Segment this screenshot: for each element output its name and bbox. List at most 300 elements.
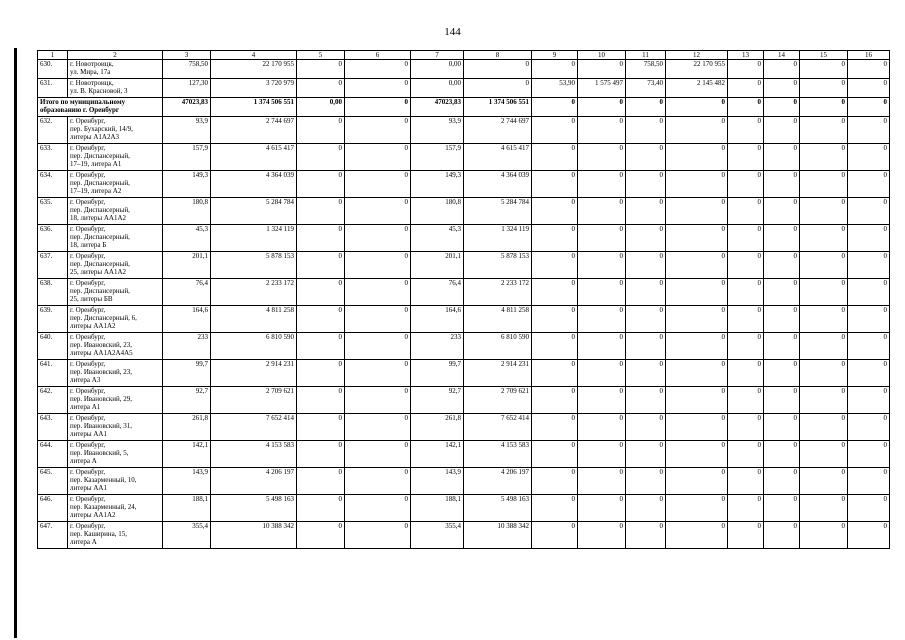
value-cell-c11: 758,50	[626, 60, 666, 79]
table-row	[38, 360, 890, 387]
value-cell-c6: 0	[345, 441, 411, 468]
table-row	[38, 279, 890, 306]
value-cell-c9: 0	[532, 225, 578, 252]
value-cell-c11: 0	[626, 333, 666, 360]
column-number-row	[38, 51, 890, 60]
value-cell-c16: 0	[848, 495, 890, 522]
value-cell-c16: 0	[848, 360, 890, 387]
address-line: г. Оренбург,	[70, 522, 106, 530]
value-cell-c5: 0	[297, 198, 345, 225]
column-number-cell: 11	[626, 51, 666, 60]
value-cell-c14: 0	[764, 441, 800, 468]
value-cell-c12: 0	[666, 360, 728, 387]
address-line: литеры АА1А2А4А5	[70, 349, 133, 357]
row-number-cell: 643.	[38, 414, 68, 441]
value-cell-c16: 0	[848, 387, 890, 414]
value-cell-c8: 5 284 784	[464, 198, 532, 225]
row-number-cell: 632.	[38, 117, 68, 144]
row-number-cell: 644.	[38, 441, 68, 468]
value-cell-c11: 0	[626, 252, 666, 279]
value-cell-c9: 0	[532, 252, 578, 279]
value-cell-c6: 0	[345, 387, 411, 414]
value-cell-c10: 0	[578, 98, 626, 117]
value-cell-c15: 0	[800, 117, 848, 144]
value-cell-c12: 0	[666, 387, 728, 414]
value-cell-c11: 0	[626, 144, 666, 171]
address-line: пер. Каширина, 15,	[70, 530, 128, 538]
address-line: 17–19, литера А1	[70, 160, 122, 168]
row-number-cell: 635.	[38, 198, 68, 225]
value-cell-c5: 0	[297, 360, 345, 387]
value-cell-c13: 0	[728, 414, 764, 441]
table-row	[38, 387, 890, 414]
value-cell-c10: 0	[578, 117, 626, 144]
value-cell-c7: 92,7	[411, 387, 464, 414]
column-number-cell: 16	[848, 51, 890, 60]
value-cell-c4: 10 388 342	[211, 522, 297, 549]
value-cell-c4: 22 170 955	[211, 60, 297, 79]
value-cell-c7: 142,1	[411, 441, 464, 468]
table-row	[38, 225, 890, 252]
row-number-cell: 646.	[38, 495, 68, 522]
value-cell-c8: 0	[464, 60, 532, 79]
value-cell-c11: 0	[626, 225, 666, 252]
column-number-cell: 12	[666, 51, 728, 60]
value-cell-c10: 0	[578, 522, 626, 549]
value-cell-c9: 0	[532, 495, 578, 522]
address-line: пер. Бухарский, 14/9,	[70, 125, 133, 133]
value-cell-c11: 0	[626, 360, 666, 387]
table-row	[38, 495, 890, 522]
value-cell-c15: 0	[800, 98, 848, 117]
address-cell	[68, 414, 163, 441]
column-number-cell: 15	[800, 51, 848, 60]
column-number-cell: 7	[411, 51, 464, 60]
address-line: пер. Ивановский, 5,	[70, 449, 129, 457]
value-cell-c11: 0	[626, 171, 666, 198]
value-cell-c7: 261,8	[411, 414, 464, 441]
value-cell-c6: 0	[345, 333, 411, 360]
address-line: г. Оренбург,	[70, 468, 106, 476]
value-cell-c14: 0	[764, 117, 800, 144]
value-cell-c13: 0	[728, 441, 764, 468]
address-cell	[68, 495, 163, 522]
row-number-cell: 634.	[38, 171, 68, 198]
table-row	[38, 414, 890, 441]
value-cell-c7: 99,7	[411, 360, 464, 387]
value-cell-c10: 0	[578, 198, 626, 225]
value-cell-c13: 0	[728, 144, 764, 171]
address-line: литеры А1А2А3	[70, 133, 120, 141]
row-number-cell: 645.	[38, 468, 68, 495]
value-cell-c4: 1 324 119	[211, 225, 297, 252]
row-number-cell: 647.	[38, 522, 68, 549]
value-cell-c8: 5 498 163	[464, 495, 532, 522]
row-number-cell: 638.	[38, 279, 68, 306]
value-cell-c8: 2 744 697	[464, 117, 532, 144]
value-cell-c3: 143,9	[163, 468, 211, 495]
address-cell	[68, 171, 163, 198]
address-cell	[68, 79, 163, 98]
value-cell-c15: 0	[800, 225, 848, 252]
value-cell-c15: 0	[800, 333, 848, 360]
value-cell-c8: 4 206 197	[464, 468, 532, 495]
value-cell-c7: 143,9	[411, 468, 464, 495]
address-cell	[68, 387, 163, 414]
value-cell-c11: 0	[626, 468, 666, 495]
address-line: г. Оренбург,	[70, 387, 106, 395]
value-cell-c6: 0	[345, 144, 411, 171]
value-cell-c6: 0	[345, 117, 411, 144]
value-cell-c5: 0	[297, 333, 345, 360]
value-cell-c9: 0	[532, 144, 578, 171]
value-cell-c9: 0	[532, 441, 578, 468]
value-cell-c13: 0	[728, 360, 764, 387]
value-cell-c3: 201,1	[163, 252, 211, 279]
value-cell-c9: 0	[532, 98, 578, 117]
address-line: г. Новотроицк,	[70, 79, 114, 87]
column-number-cell: 3	[163, 51, 211, 60]
value-cell-c7: 164,6	[411, 306, 464, 333]
value-cell-c13: 0	[728, 60, 764, 79]
address-line: г. Оренбург,	[70, 414, 106, 422]
table-row	[38, 441, 890, 468]
address-line: 25, литеры АА1А2	[70, 268, 127, 276]
row-number-cell: 630.	[38, 60, 68, 79]
value-cell-c4: 6 810 590	[211, 333, 297, 360]
value-cell-c3: 99,7	[163, 360, 211, 387]
value-cell-c9: 53,90	[532, 79, 578, 98]
address-line: пер. Ивановский, 23,	[70, 368, 132, 376]
value-cell-c13: 0	[728, 252, 764, 279]
page-number: 144	[444, 26, 461, 38]
value-cell-c4: 7 652 414	[211, 414, 297, 441]
value-cell-c3: 164,6	[163, 306, 211, 333]
value-cell-c11: 0	[626, 414, 666, 441]
value-cell-c8: 7 652 414	[464, 414, 532, 441]
table-row	[38, 60, 890, 79]
value-cell-c15: 0	[800, 441, 848, 468]
value-cell-c16: 0	[848, 252, 890, 279]
value-cell-c13: 0	[728, 387, 764, 414]
address-line: пер. Диспансерный,	[70, 287, 130, 295]
address-line: г. Новотроицк,	[70, 60, 114, 68]
value-cell-c4: 4 153 583	[211, 441, 297, 468]
value-cell-c14: 0	[764, 79, 800, 98]
value-cell-c10: 0	[578, 387, 626, 414]
value-cell-c5: 0	[297, 306, 345, 333]
column-number-cell: 1	[38, 51, 68, 60]
value-cell-c12: 0	[666, 414, 728, 441]
value-cell-c7: 201,1	[411, 252, 464, 279]
value-cell-c7: 149,3	[411, 171, 464, 198]
value-cell-c3: 233	[163, 333, 211, 360]
value-cell-c4: 3 720 979	[211, 79, 297, 98]
address-cell	[68, 468, 163, 495]
value-cell-c10: 0	[578, 333, 626, 360]
value-cell-c8: 6 810 590	[464, 333, 532, 360]
value-cell-c15: 0	[800, 468, 848, 495]
value-cell-c15: 0	[800, 306, 848, 333]
value-cell-c13: 0	[728, 468, 764, 495]
address-line: пер. Казарменный, 24,	[70, 503, 137, 511]
value-cell-c13: 0	[728, 306, 764, 333]
value-cell-c16: 0	[848, 144, 890, 171]
value-cell-c16: 0	[848, 198, 890, 225]
value-cell-c13: 0	[728, 79, 764, 98]
value-cell-c9: 0	[532, 171, 578, 198]
value-cell-c16: 0	[848, 306, 890, 333]
value-cell-c10: 0	[578, 171, 626, 198]
value-cell-c6: 0	[345, 171, 411, 198]
table-row	[38, 522, 890, 549]
column-number-cell: 13	[728, 51, 764, 60]
address-cell	[68, 198, 163, 225]
value-cell-c16: 0	[848, 414, 890, 441]
value-cell-c5: 0,00	[297, 98, 345, 117]
value-cell-c4: 4 811 258	[211, 306, 297, 333]
value-cell-c8: 1 324 119	[464, 225, 532, 252]
value-cell-c7: 47023,83	[411, 98, 464, 117]
value-cell-c16: 0	[848, 333, 890, 360]
value-cell-c9: 0	[532, 306, 578, 333]
value-cell-c14: 0	[764, 333, 800, 360]
value-cell-c3: 149,3	[163, 171, 211, 198]
value-cell-c13: 0	[728, 333, 764, 360]
value-cell-c6: 0	[345, 306, 411, 333]
value-cell-c16: 0	[848, 225, 890, 252]
address-line: г. Оренбург,	[70, 144, 106, 152]
value-cell-c10: 0	[578, 144, 626, 171]
value-cell-c8: 4 811 258	[464, 306, 532, 333]
address-line: литера А	[70, 538, 97, 546]
value-cell-c12: 0	[666, 279, 728, 306]
address-cell	[68, 522, 163, 549]
value-cell-c3: 47023,83	[163, 98, 211, 117]
value-cell-c10: 0	[578, 279, 626, 306]
column-number-header	[38, 51, 890, 60]
value-cell-c13: 0	[728, 117, 764, 144]
total-row	[38, 98, 890, 117]
value-cell-c8: 4 153 583	[464, 441, 532, 468]
value-cell-c3: 93,9	[163, 117, 211, 144]
value-cell-c15: 0	[800, 522, 848, 549]
address-line: литеры АА1	[70, 484, 107, 492]
value-cell-c6: 0	[345, 279, 411, 306]
value-cell-c4: 5 878 153	[211, 252, 297, 279]
address-line: г. Оренбург,	[70, 117, 106, 125]
value-cell-c5: 0	[297, 441, 345, 468]
address-cell	[68, 225, 163, 252]
value-cell-c6: 0	[345, 225, 411, 252]
value-cell-c10: 0	[578, 225, 626, 252]
row-number-cell: 636.	[38, 225, 68, 252]
value-cell-c5: 0	[297, 144, 345, 171]
value-cell-c7: 0,00	[411, 79, 464, 98]
value-cell-c5: 0	[297, 252, 345, 279]
value-cell-c12: 0	[666, 171, 728, 198]
value-cell-c5: 0	[297, 279, 345, 306]
value-cell-c8: 2 914 231	[464, 360, 532, 387]
value-cell-c4: 2 233 172	[211, 279, 297, 306]
value-cell-c3: 45,3	[163, 225, 211, 252]
value-cell-c3: 76,4	[163, 279, 211, 306]
table-row	[38, 333, 890, 360]
value-cell-c15: 0	[800, 252, 848, 279]
value-cell-c15: 0	[800, 360, 848, 387]
value-cell-c9: 0	[532, 387, 578, 414]
address-line: г. Оренбург,	[70, 333, 106, 341]
value-cell-c10: 0	[578, 468, 626, 495]
value-cell-c15: 0	[800, 495, 848, 522]
value-cell-c5: 0	[297, 171, 345, 198]
address-line: 18, литера Б	[70, 241, 107, 249]
value-cell-c10: 0	[578, 414, 626, 441]
address-line: литера А3	[70, 376, 101, 384]
row-number-cell: 640.	[38, 333, 68, 360]
address-line: г. Оренбург,	[70, 279, 106, 287]
value-cell-c4: 5 498 163	[211, 495, 297, 522]
address-line: г. Оренбург,	[70, 495, 106, 503]
address-line: пер. Ивановский, 29,	[70, 395, 132, 403]
value-cell-c3: 188,1	[163, 495, 211, 522]
value-cell-c6: 0	[345, 60, 411, 79]
value-cell-c4: 4 206 197	[211, 468, 297, 495]
value-cell-c13: 0	[728, 522, 764, 549]
value-cell-c3: 157,9	[163, 144, 211, 171]
value-cell-c14: 0	[764, 60, 800, 79]
value-cell-c11: 0	[626, 279, 666, 306]
value-cell-c11: 0	[626, 387, 666, 414]
value-cell-c8: 2 233 172	[464, 279, 532, 306]
value-cell-c9: 0	[532, 414, 578, 441]
address-line: пер. Диспансерный,	[70, 233, 130, 241]
value-cell-c12: 0	[666, 144, 728, 171]
value-cell-c9: 0	[532, 333, 578, 360]
value-cell-c11: 0	[626, 306, 666, 333]
value-cell-c4: 2 709 621	[211, 387, 297, 414]
value-cell-c6: 0	[345, 360, 411, 387]
value-cell-c13: 0	[728, 198, 764, 225]
value-cell-c5: 0	[297, 468, 345, 495]
value-cell-c8: 2 709 621	[464, 387, 532, 414]
table-row	[38, 144, 890, 171]
value-cell-c4: 4 364 039	[211, 171, 297, 198]
address-line: 17–19, литера А2	[70, 187, 122, 195]
value-cell-c6: 0	[345, 252, 411, 279]
address-line: г. Оренбург,	[70, 225, 106, 233]
value-cell-c14: 0	[764, 225, 800, 252]
column-number-cell: 10	[578, 51, 626, 60]
value-cell-c7: 180,8	[411, 198, 464, 225]
address-cell	[68, 333, 163, 360]
address-line: г. Оренбург,	[70, 198, 106, 206]
value-cell-c12: 0	[666, 441, 728, 468]
value-cell-c4: 2 914 231	[211, 360, 297, 387]
address-line: пер. Ивановский, 31,	[70, 422, 132, 430]
value-cell-c11: 0	[626, 117, 666, 144]
value-cell-c14: 0	[764, 387, 800, 414]
value-cell-c14: 0	[764, 98, 800, 117]
row-number-cell: 633.	[38, 144, 68, 171]
total-label-cell	[38, 98, 163, 117]
value-cell-c11: 0	[626, 522, 666, 549]
value-cell-c7: 76,4	[411, 279, 464, 306]
value-cell-c10: 0	[578, 360, 626, 387]
value-cell-c3: 142,1	[163, 441, 211, 468]
value-cell-c13: 0	[728, 225, 764, 252]
value-cell-c9: 0	[532, 360, 578, 387]
total-label-line: Итого по муниципальному	[40, 98, 126, 106]
value-cell-c11: 73,40	[626, 79, 666, 98]
value-cell-c5: 0	[297, 225, 345, 252]
value-cell-c7: 188,1	[411, 495, 464, 522]
value-cell-c14: 0	[764, 279, 800, 306]
address-cell	[68, 252, 163, 279]
value-cell-c7: 0,00	[411, 60, 464, 79]
address-line: литеры АА1А2	[70, 322, 116, 330]
value-cell-c14: 0	[764, 522, 800, 549]
column-number-cell: 2	[68, 51, 163, 60]
address-line: 25, литеры БВ	[70, 295, 113, 303]
value-cell-c10: 0	[578, 306, 626, 333]
binding-margin-line	[14, 48, 17, 638]
value-cell-c12: 0	[666, 522, 728, 549]
value-cell-c15: 0	[800, 279, 848, 306]
address-cell	[68, 441, 163, 468]
table-row	[38, 79, 890, 98]
value-cell-c13: 0	[728, 98, 764, 117]
table-row	[38, 171, 890, 198]
value-cell-c12: 0	[666, 306, 728, 333]
address-line: 18, литеры АА1А2	[70, 214, 127, 222]
column-number-cell: 14	[764, 51, 800, 60]
row-number-cell: 637.	[38, 252, 68, 279]
value-cell-c5: 0	[297, 387, 345, 414]
value-cell-c11: 0	[626, 441, 666, 468]
value-cell-c12: 0	[666, 252, 728, 279]
value-cell-c4: 4 615 417	[211, 144, 297, 171]
address-cell	[68, 360, 163, 387]
value-cell-c14: 0	[764, 468, 800, 495]
address-line: пер. Ивановский, 23,	[70, 341, 132, 349]
value-cell-c15: 0	[800, 79, 848, 98]
value-cell-c13: 0	[728, 171, 764, 198]
value-cell-c14: 0	[764, 306, 800, 333]
value-cell-c15: 0	[800, 198, 848, 225]
value-cell-c4: 2 744 697	[211, 117, 297, 144]
value-cell-c8: 0	[464, 79, 532, 98]
value-cell-c5: 0	[297, 495, 345, 522]
value-cell-c16: 0	[848, 522, 890, 549]
value-cell-c4: 5 284 784	[211, 198, 297, 225]
value-cell-c5: 0	[297, 414, 345, 441]
value-cell-c7: 355,4	[411, 522, 464, 549]
value-cell-c6: 0	[345, 98, 411, 117]
value-cell-c16: 0	[848, 171, 890, 198]
value-cell-c3: 92,7	[163, 387, 211, 414]
value-cell-c12: 2 145 482	[666, 79, 728, 98]
address-line: г. Оренбург,	[70, 171, 106, 179]
value-cell-c8: 4 364 039	[464, 171, 532, 198]
address-line: пер. Казарменный, 10,	[70, 476, 137, 484]
value-cell-c6: 0	[345, 522, 411, 549]
total-label-line: образованию г. Оренбург	[40, 106, 120, 114]
value-cell-c16: 0	[848, 441, 890, 468]
address-cell	[68, 306, 163, 333]
value-cell-c6: 0	[345, 495, 411, 522]
value-cell-c12: 0	[666, 495, 728, 522]
